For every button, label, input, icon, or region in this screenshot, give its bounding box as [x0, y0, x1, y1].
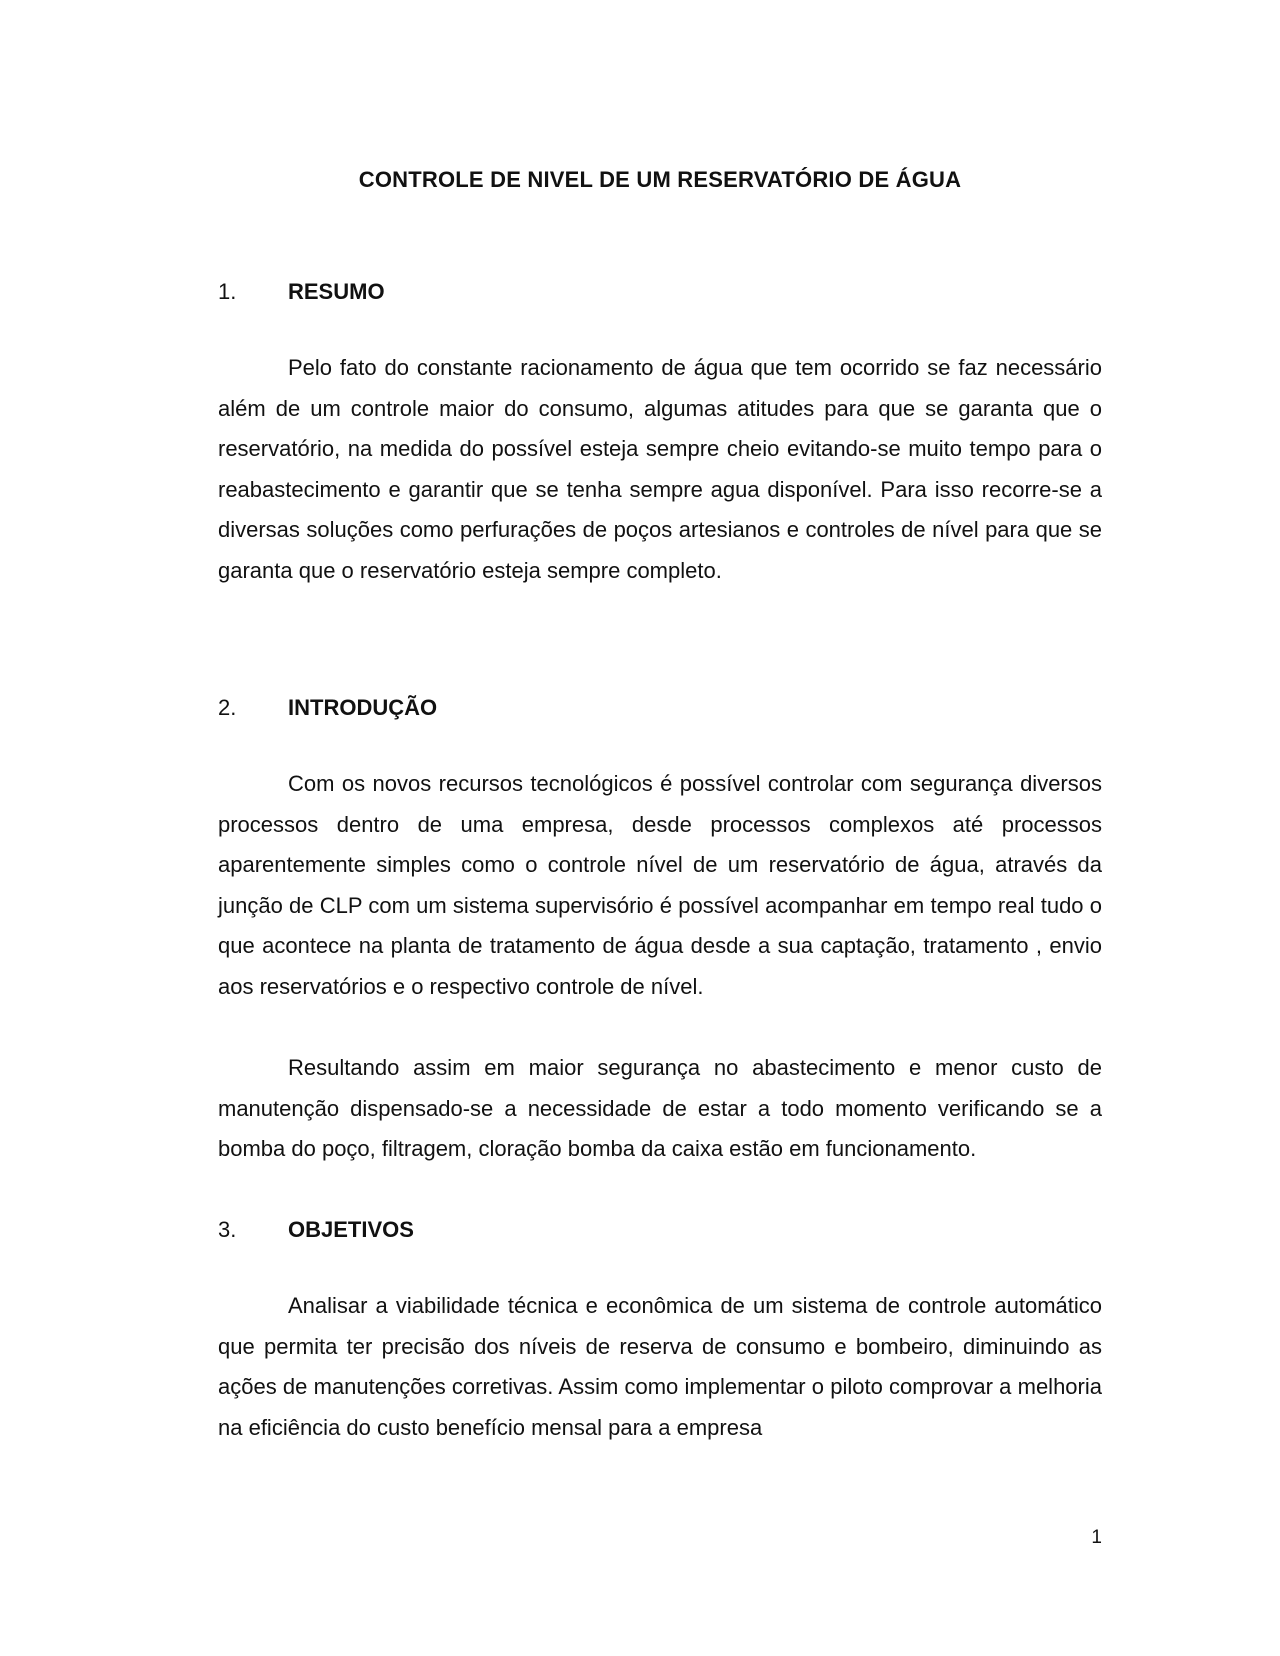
document-title: CONTROLE DE NIVEL DE UM RESERVATÓRIO DE ÁGUA	[358, 167, 962, 192]
section-title: RESUMO	[288, 279, 385, 304]
section-number: 2.	[218, 695, 237, 720]
section-heading-introducao	[218, 692, 437, 724]
paragraph-resumo: Pelo fato do constante racionamento de água que tem ocorrido se faz necessário além de um controle maior do consumo, algumas atitudes para que se garanta que o reservatório, na medida do possível esteja sempre cheio evitando-se muito tempo para o reabastecimento e garantir que se tenha sempre agua disponível. Para isso recorre-se a diversas soluções como perfurações de poços artesianos e controles de nível para que se garanta que o reservatório esteja sempre completo.	[218, 355, 1102, 583]
paragraph-introducao-2: Resultando assim em maior segurança no abastecimento e menor custo de manutenção dispensado-se a necessidade de estar a todo momento verificando se a bomba do poço, filtragem, cloração bomba da caixa estão em funcionamento.	[218, 1055, 1102, 1161]
section-title: INTRODUÇÃO	[288, 695, 438, 720]
section-number: 3.	[218, 1217, 237, 1242]
section-title: OBJETIVOS	[288, 1217, 414, 1242]
section-heading-resumo	[218, 276, 385, 308]
section-number: 1.	[218, 279, 237, 304]
section-heading-objetivos	[218, 1214, 414, 1246]
page-number: 1	[1091, 1527, 1102, 1548]
paragraph-objetivos: Analisar a viabilidade técnica e econômica de um sistema de controle automático que permita ter precisão dos níveis de reserva de consumo e bombeiro, diminuindo as ações de manutenções corretivas. Assim como implementar o piloto comprovar a melhoria na eficiência do custo benefício mensal para a empresa	[218, 1293, 1102, 1440]
paragraph-introducao-1: Com os novos recursos tecnológicos é possível controlar com segurança diversos processos dentro de uma empresa, desde processos complexos até processos aparentemente simples como o controle nível de um reservatório de água, através da junção de CLP com um sistema supervisório é possível acompanhar em tempo real tudo o que acontece na planta de tratamento de água desde a sua captação, tratamento , envio aos reservatórios e o respectivo controle de nível.	[218, 771, 1102, 999]
